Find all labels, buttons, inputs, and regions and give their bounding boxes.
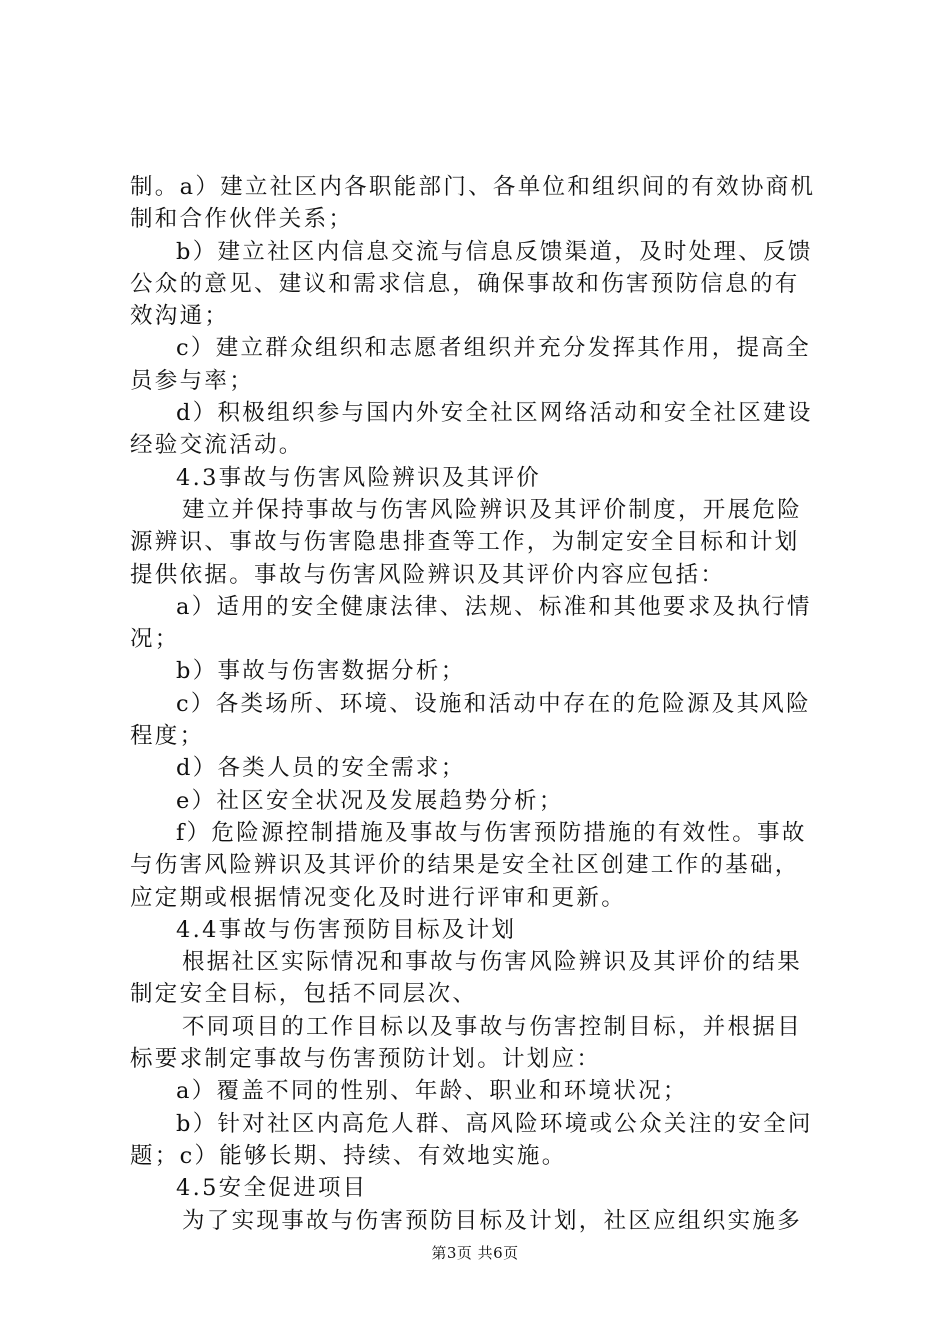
text-line: 不同项目的工作目标以及事故与伤害控制目标，并根据目 [182,1013,803,1040]
text-line: d）各类人员的安全需求； [176,755,466,782]
text-line: 标要求制定事故与伤害预防计划。计划应： [130,1046,602,1073]
text-line: 为了实现事故与伤害预防目标及计划，社区应组织实施多 [182,1207,803,1234]
text-line: 员参与率； [130,367,255,394]
section-heading: 4.5安全促进项目 [176,1175,368,1202]
text-line: 公众的意见、建议和需求信息，确保事故和伤害预防信息的有 [130,270,800,297]
document-body [130,171,830,1237]
text-line: 题；c）能够长期、持续、有效地实施。 [130,1142,567,1169]
text-line: 制和合作伙伴关系； [130,206,354,233]
text-line: 与伤害风险辨识及其评价的结果是安全社区创建工作的基础， [130,852,800,879]
text-line: 效沟通； [130,303,230,330]
text-line: a）适用的安全健康法律、法规、标准和其他要求及执行情 [176,593,812,620]
text-line: 应定期或根据情况变化及时进行评审和更新。 [130,884,627,911]
text-line: a）覆盖不同的性别、年龄、职业和环境状况； [176,1078,688,1105]
text-line: f）危险源控制措施及事故与伤害预防措施的有效性。事故 [176,819,807,846]
section-heading: 4.3事故与伤害风险辨识及其评价 [176,464,542,491]
text-line: b）建立社区内信息交流与信息反馈渠道，及时处理、反馈 [176,238,813,265]
text-line: 程度； [130,723,205,750]
text-line: b）事故与伤害数据分析； [176,658,466,685]
text-line: e）社区安全状况及发展趋势分析； [176,787,564,814]
text-line: 制定安全目标，包括不同层次、 [130,981,478,1008]
section-heading: 4.4事故与伤害预防目标及计划 [176,916,517,943]
text-line: c）各类场所、环境、设施和活动中存在的危险源及其风险 [176,690,811,717]
text-line: 经验交流活动。 [130,432,304,459]
text-line: 建立并保持事故与伤害风险辨识及其评价制度，开展危险 [182,496,803,523]
text-line: 制。a）建立社区内各职能部门、各单位和组织间的有效协商机 [130,174,816,200]
text-line: 提供依据。事故与伤害风险辨识及其评价内容应包括： [130,561,726,588]
text-line: 源辨识、事故与伤害隐患排查等工作，为制定安全目标和计划 [130,529,800,556]
text-line: b）针对社区内高危人群、高风险环境或公众关注的安全问 [176,1110,813,1137]
page-number-footer: 第3页 共6页 [431,1244,519,1262]
text-line: 根据社区实际情况和事故与伤害风险辨识及其评价的结果 [182,949,803,976]
text-line: d）积极组织参与国内外安全社区网络活动和安全社区建设 [176,400,813,427]
text-line: c）建立群众组织和志愿者组织并充分发挥其作用，提高全 [176,335,811,362]
text-line: 况； [130,626,180,653]
